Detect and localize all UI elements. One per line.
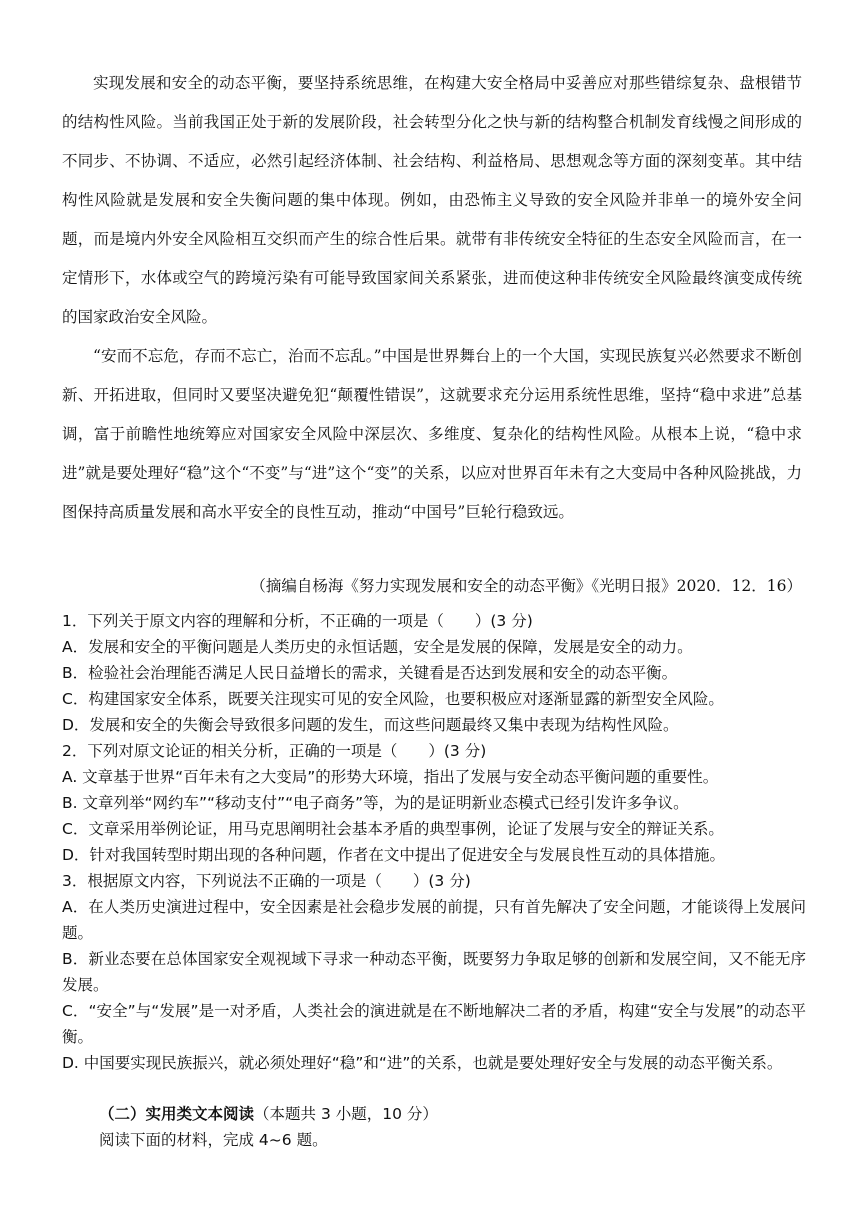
option-a: A．在人类历史演进过程中，安全因素是社会稳步发展的前提，只有首先解决了安全问题，才能谈得上发展问题。 [62, 898, 806, 942]
option-d: D．发展和安全的失衡会导致很多问题的发生，而这些问题最终又集中表现为结构性风险。 [62, 716, 679, 734]
question-list [62, 608, 806, 1076]
question-3 [62, 868, 806, 1076]
option-b: B．检验社会治理能否满足人民日益增长的需求，关键看是否达到发展和安全的动态平衡。 [62, 664, 678, 682]
option-a: A. 文章基于世界“百年未有之大变局”的形势大环境，指出了发展与安全动态平衡问题的重要性。 [62, 768, 719, 786]
question-1 [62, 608, 806, 738]
option-d: D．针对我国转型时期出现的各种问题，作者在文中提出了促进安全与发展良性互动的具体措施。 [62, 846, 725, 864]
essay-text [62, 64, 802, 532]
question-2 [62, 738, 806, 868]
option-c: C．文章采用举例论证，用马克思阐明社会基本矛盾的典型事例，论证了发展与安全的辩证关系。 [62, 820, 724, 838]
essay-paragraph-2: “安而不忘危，存而不忘亡，治而不忘乱。”中国是世界舞台上的一个大国，实现民族复兴必然要求不断创新、开拓进取，但同时又要坚决避免犯“颠覆性错误”，这就要求充分运用系统性思维，坚持“稳中求进”总基调，富于前瞻性地统筹应对国家安全风险中深层次、多维度、复杂化的结构性风险。从根本上说，“稳中求进”就是要处理好“稳”这个“不变”与“进”这个“变”的关系，以应对世界百年未有之大变局中各种风险挑战，力图保持高质量发展和高水平安全的良性互动，推动“中国号”巨轮行稳致远。 [62, 347, 802, 521]
section-instruction: 阅读下面的材料，完成 4~6 题。 [99, 1131, 328, 1149]
question-stem: 1．下列关于原文内容的理解和分析，不正确的一项是（ ）(3 分) [62, 612, 533, 630]
option-c: C．“安全”与“发展”是一对矛盾，人类社会的演进就是在不断地解决二者的矛盾，构建“安全与发展”的动态平衡。 [62, 1002, 806, 1046]
option-b: B. 文章列举“网约车”“移动支付”“电子商务”等，为的是证明新业态模式已经引发许多争议。 [62, 794, 689, 812]
question-stem: 3．根据原文内容，下列说法不正确的一项是（ ）(3 分) [62, 872, 471, 890]
option-b: B．新业态要在总体国家安全观视域下寻求一种动态平衡，既要努力争取足够的创新和发展空间，又不能无序发展。 [62, 950, 806, 994]
section-heading [99, 1101, 438, 1127]
essay-paragraph-1: 实现发展和安全的动态平衡，要坚持系统思维，在构建大安全格局中妥善应对那些错综复杂、盘根错节的结构性风险。当前我国正处于新的发展阶段，社会转型分化之快与新的结构整合机制发育线慢之间形成的不同步、不协调、不适应，必然引起经济体制、社会结构、利益格局、思想观念等方面的深刻变革。其中结构性风险就是发展和安全失衡问题的集中体现。例如，由恐怖主义导致的安全风险并非单一的境外安全问题，而是境内外安全风险相互交织而产生的综合性后果。就带有非传统安全特征的生态安全风险而言，在一定情形下，水体或空气的跨境污染有可能导致国家间关系紧张，进而使这种非传统安全风险最终演变成传统的国家政治安全风险。 [62, 74, 802, 326]
source-citation: （摘编自杨海《努力实现发展和安全的动态平衡》《光明日报》2020．12．16） [250, 577, 802, 595]
question-stem: 2．下列对原文论证的相关分析，正确的一项是（ ）(3 分) [62, 742, 487, 760]
option-c: C．构建国家安全体系，既要关注现实可见的安全风险，也要积极应对逐渐显露的新型安全风险。 [62, 690, 724, 708]
section-note: （本题共 3 小题，10 分） [254, 1105, 438, 1123]
option-d: D. 中国要实现民族振兴，就必须处理好“稳”和“进”的关系，也就是要处理好安全与发展的动态平衡关系。 [62, 1054, 783, 1072]
section-title: （二）实用类文本阅读 [99, 1105, 255, 1123]
option-a: A．发展和安全的平衡问题是人类历史的永恒话题，安全是发展的保障，发展是安全的动力。 [62, 638, 693, 656]
